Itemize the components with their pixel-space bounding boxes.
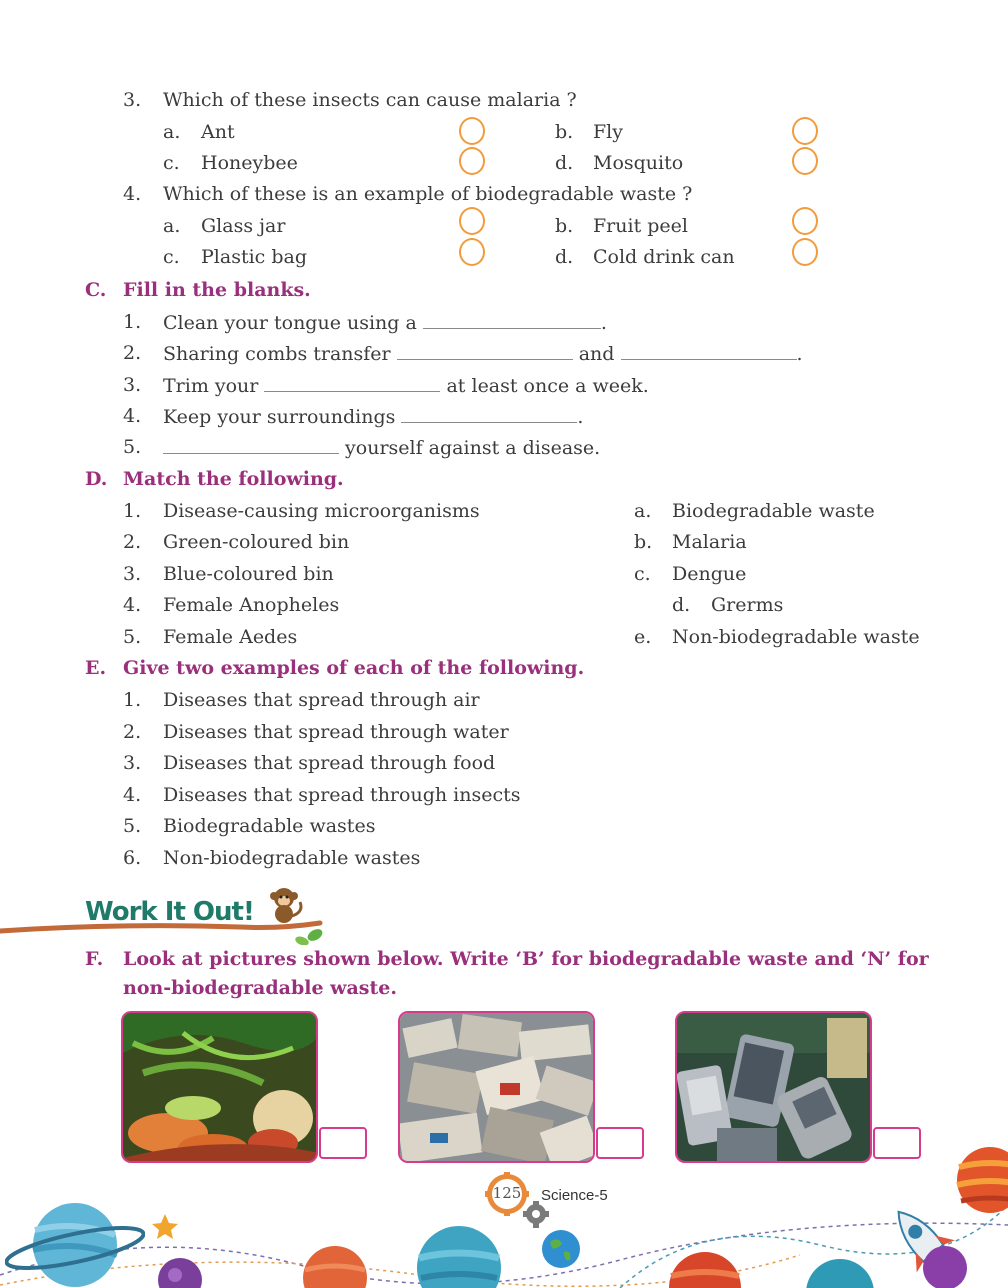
q3-option-c-letter: c. — [163, 152, 180, 174]
d-left-3: Blue-coloured bin — [163, 563, 334, 585]
d-right-a-letter: a. — [634, 500, 652, 522]
work-it-out-title: Work It Out! — [85, 897, 254, 927]
answer-box-1[interactable] — [319, 1127, 367, 1159]
d-right-d: Grerms — [711, 594, 784, 616]
e4-number: 4. — [123, 784, 142, 806]
q4-option-c: Plastic bag — [201, 246, 307, 268]
d-right-d-letter: d. — [672, 594, 691, 616]
section-d-letter: D. — [85, 468, 108, 490]
q4-option-b-answer-oval[interactable] — [792, 207, 818, 235]
broken-phones-photo — [675, 1011, 872, 1163]
c2-number: 2. — [123, 342, 142, 364]
monkey-icon — [262, 882, 308, 928]
q3-number: 3. — [123, 89, 142, 111]
d-left-3-number: 3. — [123, 563, 142, 585]
d-right-b-letter: b. — [634, 531, 653, 553]
star-icon — [150, 1212, 180, 1242]
c4-number: 4. — [123, 405, 142, 427]
q3-option-d-answer-oval[interactable] — [792, 147, 818, 175]
section-f-line-2: non-biodegradable waste. — [123, 977, 397, 999]
purple-planet-right-icon — [920, 1238, 970, 1288]
d-right-c-letter: c. — [634, 563, 651, 585]
d-left-4: Female Anopheles — [163, 594, 340, 616]
d-left-1-number: 1. — [123, 500, 142, 522]
q4-option-c-answer-oval[interactable] — [459, 238, 485, 266]
q3-option-c: Honeybee — [201, 152, 298, 174]
c5-blank[interactable] — [163, 435, 339, 454]
d-right-b: Malaria — [672, 531, 747, 553]
c2-and: and — [578, 343, 615, 365]
red-planet-icon — [665, 1250, 745, 1288]
c2-end: . — [796, 343, 803, 365]
q4-option-d-answer-oval[interactable] — [792, 238, 818, 266]
d-left-5-number: 5. — [123, 626, 142, 648]
q3-option-d-letter: d. — [555, 152, 574, 174]
c1-end: . — [600, 312, 607, 334]
earth-icon — [540, 1228, 582, 1270]
answer-box-2[interactable] — [596, 1127, 644, 1159]
d-right-e: Non-biodegradable waste — [672, 626, 920, 648]
section-e-letter: E. — [85, 657, 107, 679]
e4-text: Diseases that spread through insects — [163, 784, 521, 806]
c1-text: Clean your tongue using a — [163, 312, 417, 334]
e6-number: 6. — [123, 847, 142, 869]
e5-number: 5. — [123, 815, 142, 837]
q4-option-b: Fruit peel — [593, 215, 688, 237]
q3-option-a: Ant — [201, 121, 235, 143]
d-right-e-letter: e. — [634, 626, 652, 648]
q4-number: 4. — [123, 183, 142, 205]
teal-planet-small-icon — [800, 1255, 880, 1288]
c1-item — [163, 310, 607, 335]
q3-option-c-answer-oval[interactable] — [459, 147, 485, 175]
q4-option-b-letter: b. — [555, 215, 574, 237]
e2-text: Diseases that spread through water — [163, 721, 509, 743]
orange-planet-icon — [300, 1240, 370, 1288]
d-left-5: Female Aedes — [163, 626, 298, 648]
c3-blank[interactable] — [264, 373, 440, 392]
c4-blank[interactable] — [401, 404, 577, 423]
c1-number: 1. — [123, 311, 142, 333]
planet-with-ring-icon — [5, 1190, 145, 1288]
c4-text: Keep your surroundings — [163, 406, 396, 428]
section-c-title: Fill in the blanks. — [123, 279, 311, 301]
q3-option-b: Fly — [593, 121, 623, 143]
c3-end: at least once a week. — [446, 375, 649, 397]
broken-phones-image — [677, 1013, 872, 1163]
c5-item — [163, 435, 600, 460]
d-right-c: Dengue — [672, 563, 747, 585]
newspaper-waste-image — [400, 1013, 595, 1163]
c5-number: 5. — [123, 436, 142, 458]
c2-blank-2[interactable] — [621, 341, 797, 360]
c5-text: yourself against a disease. — [345, 437, 601, 459]
e1-text: Diseases that spread through air — [163, 689, 480, 711]
e3-number: 3. — [123, 752, 142, 774]
c2-item — [163, 341, 803, 366]
q3-text: Which of these insects can cause malaria ? — [163, 89, 577, 111]
section-c-letter: C. — [85, 279, 107, 301]
e6-text: Non-biodegradable wastes — [163, 847, 421, 869]
d-left-2-number: 2. — [123, 531, 142, 553]
section-f-line-1: Look at pictures shown below. Write ‘B’ for biodegradable waste and ‘N’ for — [123, 948, 929, 970]
section-f-letter: F. — [85, 948, 104, 970]
q3-option-a-letter: a. — [163, 121, 181, 143]
e1-number: 1. — [123, 689, 142, 711]
e5-text: Biodegradable wastes — [163, 815, 376, 837]
q4-option-d-letter: d. — [555, 246, 574, 268]
d-left-1: Disease-causing microorganisms — [163, 500, 480, 522]
c3-item — [163, 373, 649, 398]
c4-end: . — [577, 406, 584, 428]
q4-option-c-letter: c. — [163, 246, 180, 268]
q4-option-d: Cold drink can — [593, 246, 735, 268]
c2-blank-1[interactable] — [397, 341, 573, 360]
page-number: 125 — [492, 1184, 522, 1202]
c4-item — [163, 404, 583, 429]
purple-planet-icon — [155, 1255, 205, 1288]
c2-text: Sharing combs transfer — [163, 343, 391, 365]
q4-text: Which of these is an example of biodegradable waste ? — [163, 183, 693, 205]
d-left-2: Green-coloured bin — [163, 531, 350, 553]
vegetable-peels-photo — [121, 1011, 318, 1163]
c3-text: Trim your — [163, 375, 259, 397]
section-d-title: Match the following. — [123, 468, 344, 490]
e2-number: 2. — [123, 721, 142, 743]
book-title: Science-5 — [541, 1187, 608, 1204]
q4-option-a: Glass jar — [201, 215, 286, 237]
q3-option-d: Mosquito — [593, 152, 684, 174]
q3-option-b-answer-oval[interactable] — [792, 117, 818, 145]
c1-blank[interactable] — [423, 310, 601, 329]
section-e-title: Give two examples of each of the following. — [123, 657, 585, 679]
answer-box-3[interactable] — [873, 1127, 921, 1159]
vegetable-peels-image — [123, 1013, 318, 1163]
q4-option-a-answer-oval[interactable] — [459, 207, 485, 235]
q3-option-b-letter: b. — [555, 121, 574, 143]
d-left-4-number: 4. — [123, 594, 142, 616]
c3-number: 3. — [123, 374, 142, 396]
q3-option-a-answer-oval[interactable] — [459, 117, 485, 145]
q4-option-a-letter: a. — [163, 215, 181, 237]
e3-text: Diseases that spread through food — [163, 752, 496, 774]
d-right-a: Biodegradable waste — [672, 500, 875, 522]
newspaper-waste-photo — [398, 1011, 595, 1163]
